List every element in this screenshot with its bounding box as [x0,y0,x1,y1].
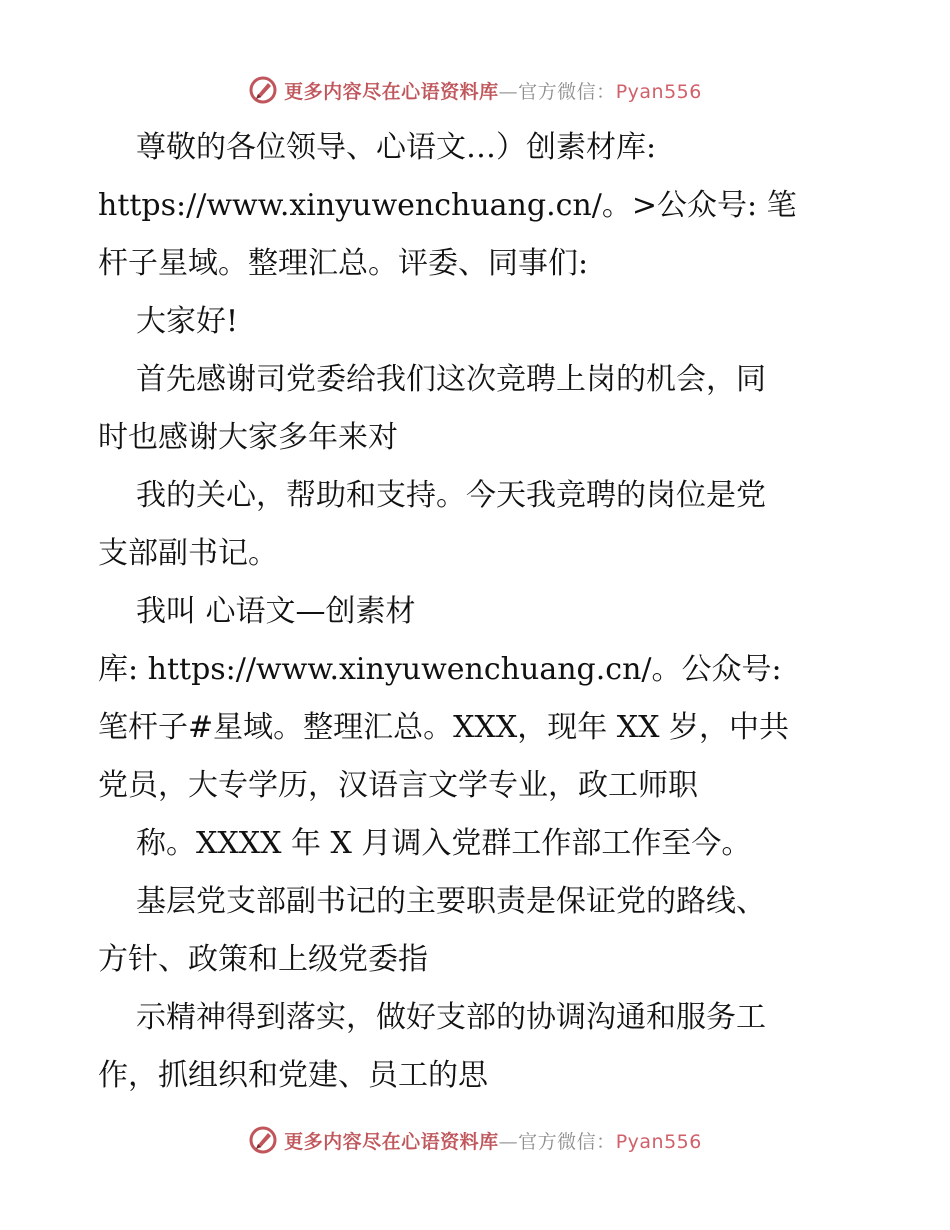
body-line: 尊敬的各位领导、心语文…）创素材库: [136,130,657,165]
header-banner-label: 官方微信： [518,80,616,103]
body-line: 我叫 心语文—创素材 [136,594,416,629]
body-line: 党员，大专学历，汉语言文学专业，政工师职 [98,768,698,803]
footer-banner [0,1120,950,1160]
header-banner [0,70,950,110]
body-line: 库: https://www.xinyuwenchuang.cn/。公众号: [98,652,782,687]
body-line: https://www.xinyuwenchuang.cn/。>公众号: 笔 [98,188,797,223]
body-line: 作，抓组织和党建、员工的思 [98,1058,488,1093]
footer-banner-text [284,1127,702,1154]
body-line: 称。XXXX 年 X 月调入党群工作部工作至今。 [136,826,752,861]
footer-banner-wechat-id: Pyan556 [615,1130,702,1153]
header-banner-main: 更多内容尽在心语资料库 [284,80,499,103]
body-line: 方针、政策和上级党委指 [98,942,428,977]
footer-banner-separator: — [498,1130,519,1153]
body-line: 大家好! [136,304,239,339]
pen-logo-icon [248,1125,278,1155]
document-body [98,119,858,1105]
body-line: 首先感谢司党委给我们这次竞聘上岗的机会，同 [136,362,766,397]
body-line: 示精神得到落实，做好支部的协调沟通和服务工 [136,1000,766,1035]
header-banner-separator: — [498,80,519,103]
footer-banner-main: 更多内容尽在心语资料库 [284,1130,499,1153]
footer-banner-label: 官方微信： [518,1130,616,1153]
pen-logo-icon [248,75,278,105]
body-line: 基层党支部副书记的主要职责是保证党的路线、 [136,884,766,919]
body-line: 支部副书记。 [98,536,278,571]
header-banner-text [284,77,702,104]
body-line: 笔杆子#星域。整理汇总。XXX，现年 XX 岁，中共 [98,710,789,745]
body-line: 时也感谢大家多年来对 [98,420,398,455]
header-banner-wechat-id: Pyan556 [615,80,702,103]
body-line: 杆子星域。整理汇总。评委、同事们: [98,246,589,281]
body-line: 我的关心，帮助和支持。今天我竞聘的岗位是党 [136,478,766,513]
